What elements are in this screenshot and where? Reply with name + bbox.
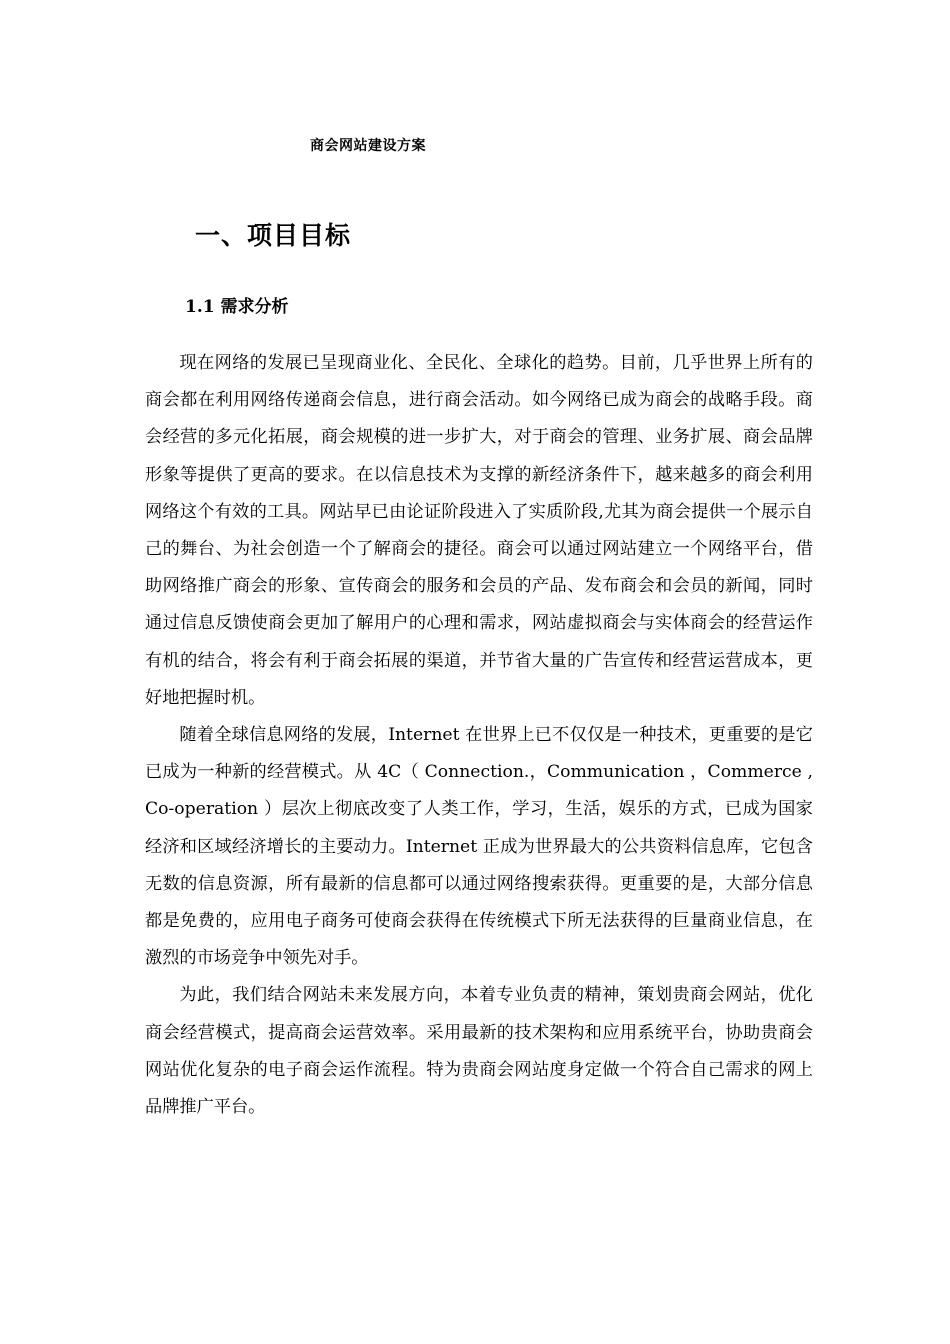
document-title: 商会网站建设方案 — [310, 138, 426, 154]
paragraph: 随着全球信息网络的发展，Internet 在世界上已不仅仅是一种技术，更重要的是它已成为一种新的经营模式。从 4C（ Connection.，Communication ，Commerce , Co-operation ）层次上彻底改变了人类工作，学习，生活，娱乐的方式，已成为国家经济和区域经济增长的主要动力。Internet 正成为世界最大的公共资料信息库，它包含无数的信息资源，所有最新的信息都可以通过网络搜索获得。更重要的是，大部分信息都是免费的，应用电子商务可使商会获得在传统模式下所无法获得的巨量商业信息，在激烈的市场竞争中领先对手。 — [145, 725, 813, 969]
body-text — [145, 345, 813, 1126]
subsection-heading: 1.1 需求分析 — [185, 297, 289, 317]
paragraph: 为此，我们结合网站未来发展方向，本着专业负责的精神，策划贵商会网站，优化商会经营模式，提高商会运营效率。采用最新的技术架构和应用系统平台，协助贵商会网站优化复杂的电子商会运作流程。特为贵商会网站度身定做一个符合自己需求的网上品牌推广平台。 — [145, 985, 813, 1118]
section-heading: 一、项目目标 — [195, 221, 352, 250]
paragraph: 现在网络的发展已呈现商业化、全民化、全球化的趋势。目前，几乎世界上所有的商会都在利用网络传递商会信息，进行商会活动。如今网络已成为商会的战略手段。商会经营的多元化拓展，商会规模的进一步扩大，对于商会的管理、业务扩展、商会品牌形象等提供了更高的要求。在以信息技术为支撑的新经济条件下，越来越多的商会利用网络这个有效的工具。网站早已由论证阶段进入了实质阶段,尤其为商会提供一个展示自己的舞台、为社会创造一个了解商会的捷径。商会可以通过网站建立一个网络平台，借助网络推广商会的形象、宣传商会的服务和会员的产品、发布商会和会员的新闻，同时通过信息反馈使商会更加了解用户的心理和需求，网站虚拟商会与实体商会的经营运作有机的结合，将会有利于商会拓展的渠道，并节省大量的广告宣传和经营运营成本，更好地把握时机。 — [145, 353, 813, 708]
